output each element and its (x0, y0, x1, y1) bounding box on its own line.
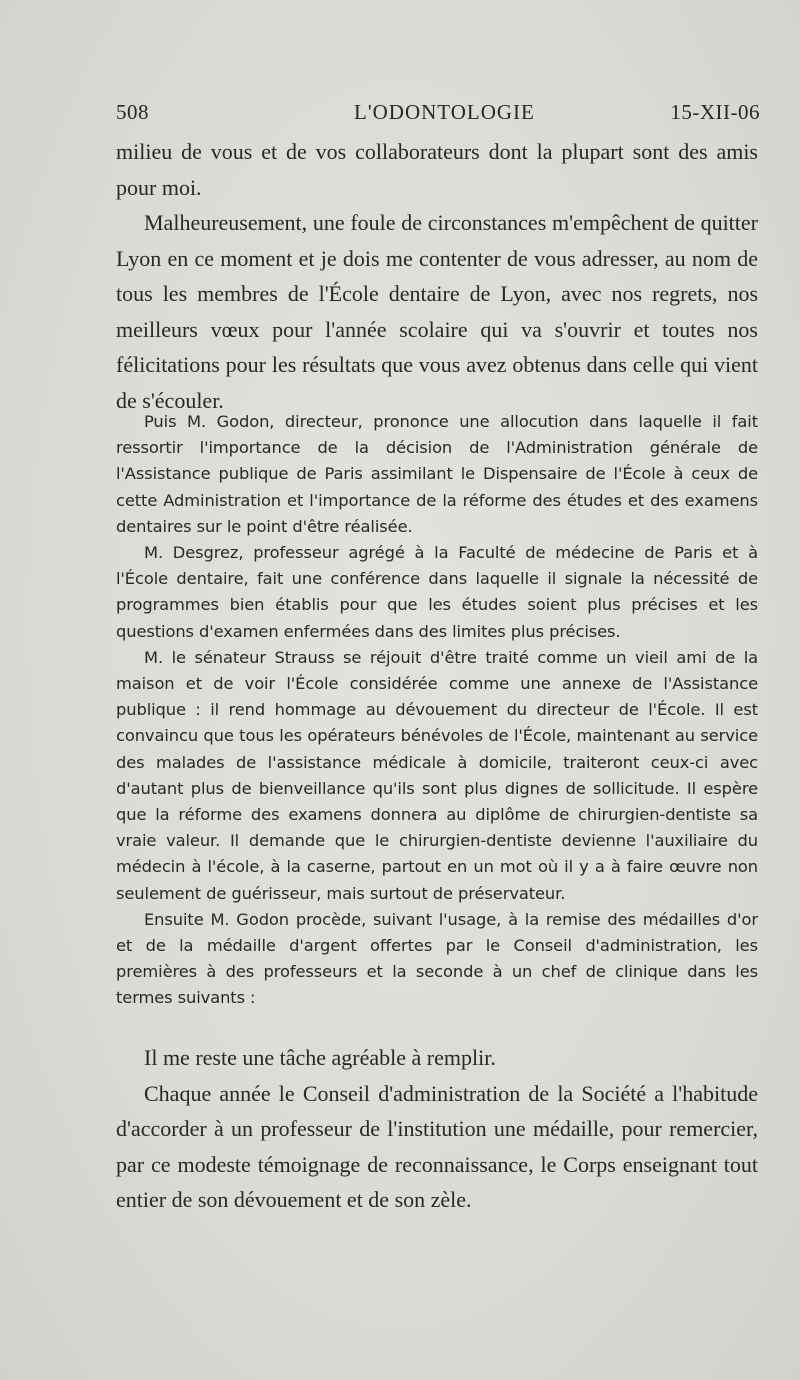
paragraph-speech-task: Il me reste une tâche agréable à remplir. (144, 1045, 496, 1070)
letter-block (116, 134, 758, 418)
journal-title: L'ODONTOLOGIE (354, 100, 535, 124)
report-block (116, 409, 758, 1012)
paragraph-strauss-speech: M. le sénateur Strauss se réjouit d'être traité comme un vieil ami de la maison et de voir l'École considérée comme une annexe de l'Assistance publique : il rend hommage au dévouement du directeur de l'École. Il est convaincu que tous les opérateurs bénévoles de l'École, maintenant au service des malades de l'assistance médicale à domicile, traiteront ceux-ci avec d'autant plus de bienveillance qu'ils sont plus dignes de sollicitude. Il espère que la réforme des examens donnera au diplôme de chirurgien-dentiste sa vraie valeur. Il demande que le chirurgien-dentiste devienne l'auxiliaire du médecin à l'école, à la caserne, partout en un mot où il y a à faire œuvre non seulement de guérisseur, mais surtout de préservateur. (116, 647, 758, 903)
paragraph-medals-intro: Ensuite M. Godon procède, suivant l'usage, à la remise des médailles d'or et de la médaille d'argent offertes par le Conseil d'administration, les premières à des professeurs et la seconde à un chef de clinique dans les termes suivants : (116, 909, 758, 1008)
paragraph-letter-continuation: milieu de vous et de vos collaborateurs dont la plupart sont des amis pour moi. (116, 139, 758, 200)
paragraph-desgrez-conference: M. Desgrez, professeur agrégé à la Faculté de médecine de Paris et à l'École dentaire, fait une conférence dans laquelle il signale la nécessité de programmes bien établis pour que les études soient plus précises et les questions d'examen enfermées dans des limites plus précises. (116, 543, 758, 641)
paragraph-letter-regrets: Malheureusement, une foule de circonstances m'empêchent de quitter Lyon en ce moment et je dois me contenter de vous adresser, au nom de tous les membres de l'École dentaire de Lyon, avec nos regrets, nos meilleurs vœux pour l'année scolaire qui va s'ouvrir et toutes nos félicitations pour les résultats que vous avez obtenus dans celle qui vient de s'écouler. (116, 210, 758, 413)
page-number: 508 (116, 100, 149, 124)
issue-date: 15-XII-06 (670, 100, 760, 124)
paragraph-godon-allocution: Puis M. Godon, directeur, prononce une allocution dans laquelle il fait ressortir l'importance de la décision de l'Administration générale de l'Assistance publique de Paris assimilant le Dispensaire de l'École à ceux de cette Administration et l'importance de la réforme des études et des examens dentaires sur le point d'être réalisée. (116, 412, 758, 536)
paragraph-speech-medal: Chaque année le Conseil d'administration de la Société a l'habitude d'accorder à un professeur de l'institution une médaille, pour remercier, par ce modeste témoignage de reconnaissance, le Corps enseignant tout entier de son dévouement et de son zèle. (116, 1080, 758, 1212)
running-head (116, 100, 760, 130)
speech-block (116, 1040, 758, 1218)
